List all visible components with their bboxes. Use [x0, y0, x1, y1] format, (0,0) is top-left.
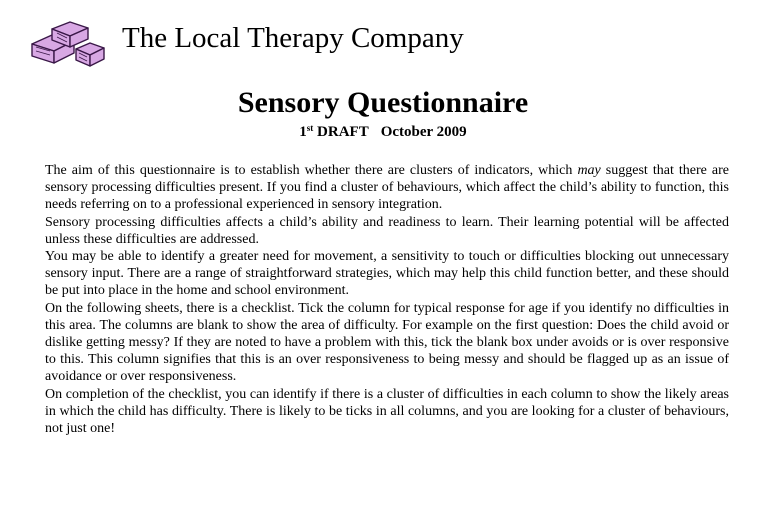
draft-number: 1: [299, 124, 307, 140]
emphasis-may: may: [577, 163, 601, 178]
paragraph-strategies: You may be able to identify a greater need for movement, a sensitivity to touch or difficulties blocking out unnecessary sensory input. There are a range of straightforward strategies, which may help this child function better, and these should be put into place in the home and school environment.: [45, 249, 729, 299]
paragraph-completion: On completion of the checklist, you can identify if there is a cluster of difficulties in each column to show the likely areas in which the child has difficulty. There is likely to be ticks in all columns, and you are looking for a cluster of behaviours, not just one!: [45, 386, 729, 437]
draft-word: DRAFT: [317, 124, 369, 140]
document-title: Sensory Questionnaire: [237, 86, 529, 119]
paragraph-aim: The aim of this questionnaire is to establish whether there are clusters of indicators, which may suggest that there are sensory processing difficulties present. If you find a cluster of behaviours, which affect the child’s ability to function, this needs referring on to a professional experienced in sensory integration.: [45, 163, 729, 213]
draft-ordinal-suffix: st: [306, 123, 314, 133]
company-logo-icon: [30, 18, 108, 70]
body-text: [45, 162, 729, 437]
draft-info: [0, 122, 766, 142]
company-name: The Local Therapy Company: [122, 22, 464, 54]
paragraph-learning: Sensory processing difficulties affects a child’s ability and readiness to learn. Their learning potential will be affected unless these difficulties are addressed.: [45, 214, 729, 247]
paragraph-checklist: On the following sheets, there is a checklist. Tick the column for typical response for age if you identify no difficulties in this area. The columns are blank to show the area of difficulty. For example on the first question: Does the child avoid or dislike getting messy? If they are noted to have a problem with this, tick the blank box under avoids or is over responsive to this. This column signifies that this is an over responsiveness to being messy and should be flagged up as an issue of avoidance or over responsiveness.: [45, 300, 729, 385]
draft-date: October 2009: [380, 124, 467, 140]
